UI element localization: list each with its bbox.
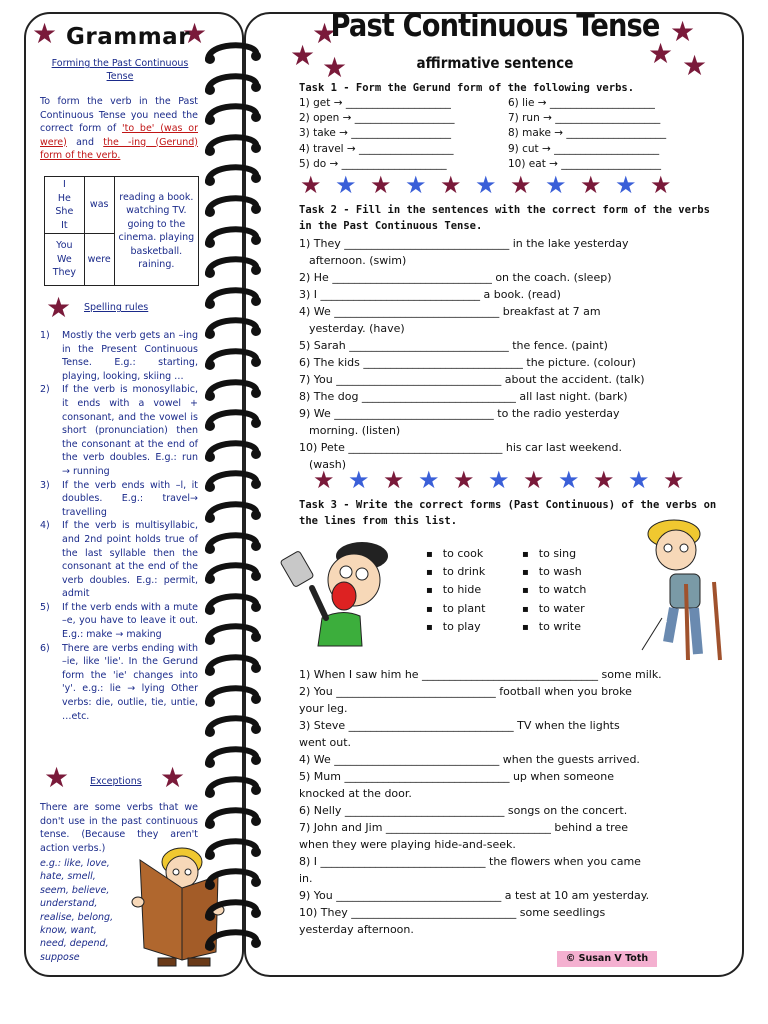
star-icon: ★ — [558, 466, 580, 494]
page-subtitle: affirmative sentence — [416, 54, 574, 72]
spiral-ring — [200, 711, 270, 739]
spiral-ring — [200, 191, 270, 219]
star-icon: ★ — [523, 466, 545, 494]
examples-cell: reading a book. watching TV. going to the cinema. playing basketball. raining. — [114, 177, 198, 286]
rule-number: 1) — [40, 330, 50, 341]
spiral-ring — [200, 38, 270, 66]
subjects-were: You We They — [45, 234, 85, 286]
spelling-rule — [40, 601, 198, 642]
spiral-ring — [200, 344, 270, 372]
task3-sentence: your leg. — [299, 702, 348, 715]
gerund-exercise-item: 8) make → ___________________ — [508, 127, 667, 140]
spiral-ring — [200, 681, 270, 709]
task3-sentence: in. — [299, 872, 313, 885]
task2-sentence: 3) I _____________________________ a book. (read) — [299, 288, 561, 301]
spiral-ring — [200, 99, 270, 127]
spiral-ring — [200, 834, 270, 862]
spiral-ring — [200, 222, 270, 250]
spiral-ring — [200, 375, 270, 403]
spiral-ring — [200, 619, 270, 647]
star-icon: ★ — [663, 466, 685, 494]
verb-list-2 — [522, 545, 586, 636]
spiral-ring — [200, 436, 270, 464]
task3-sentence: 5) Mum ______________________________ up when someone — [299, 770, 615, 783]
task3-sentence: 3) Steve ______________________________ TV when the lights — [299, 719, 620, 732]
task2-sentence: 2) He _____________________________ on the coach. (sleep) — [299, 271, 612, 284]
spiral-ring — [200, 283, 270, 311]
forming-subtitle: Forming the Past Continuous Tense — [51, 58, 189, 82]
task3-sentence: 4) We ______________________________ when the guests arrived. — [299, 753, 640, 766]
star-icon: ★ — [580, 171, 602, 199]
task2-sentence: 4) We ______________________________ breakfast at 7 am — [299, 305, 601, 318]
star-icon: ★ — [453, 466, 475, 494]
star-icon: ★ — [628, 466, 650, 494]
verb-option: ▪ to sing — [522, 545, 586, 563]
star-icon: ★ — [160, 761, 186, 794]
intro-text: To form the verb in the Past Continuous Tense you need the correct form of 'to be' (was or were) and the -ing (Gerund) form of the verb. — [40, 96, 198, 161]
verb-option: ▪ to plant — [426, 600, 485, 618]
verb-were: were — [84, 234, 114, 286]
gerund-exercise-item: 1) get → ____________________ — [299, 97, 451, 109]
task2-sentence: 10) Pete ____________________________ his car last weekend. — [299, 441, 622, 454]
star-icon: ★ — [418, 466, 440, 494]
verb-option: ▪ to play — [426, 618, 485, 636]
task3-sentence: when they were playing hide-and-seek. — [299, 838, 516, 851]
spiral-ring — [200, 803, 270, 831]
rule-text: If the verb is multisyllabic, and 2nd point holds true of the last syllable then the consonant at the end of the verb doubles. E.g.: permit, admit — [62, 520, 198, 600]
exceptions-text: There are some verbs that we don't use in the past continuous tense. (Because they aren't action verbs.) — [40, 802, 198, 854]
rule-number: 2) — [40, 384, 50, 396]
verb-option: ▪ to drink — [426, 563, 485, 581]
spiral-ring — [200, 558, 270, 586]
star-icon: ★ — [488, 466, 510, 494]
spiral-ring — [200, 864, 270, 892]
gerund-exercise-item: 7) run → ____________________ — [508, 112, 661, 125]
verb-option: ▪ to wash — [522, 563, 586, 581]
task3-sentence: 6) Nelly _____________________________ songs on the concert. — [299, 804, 628, 817]
spiral-ring — [200, 925, 270, 953]
star-icon: ★ — [322, 51, 348, 84]
star-icon: ★ — [313, 466, 335, 494]
task3-sentence: 8) I ______________________________ the flowers when you came — [299, 855, 641, 868]
rule-number: 4) — [40, 520, 50, 532]
star-icon: ★ — [348, 466, 370, 494]
spiral-ring — [200, 252, 270, 280]
spiral-ring — [200, 160, 270, 188]
verb-option: ▪ to cook — [426, 545, 485, 563]
boy-crutches-illustration — [636, 514, 736, 664]
spelling-rule — [40, 519, 198, 601]
task3-sentence: went out. — [299, 736, 352, 749]
task2-sentence: yesterday. (have) — [309, 322, 405, 335]
task3-sentence: 2) You _____________________________ football when you broke — [299, 685, 632, 698]
task2-sentences — [299, 235, 721, 473]
task2-sentence: 9) We _____________________________ to the radio yesterday — [299, 407, 620, 420]
task2-sentence: 6) The kids _____________________________ the picture. (colour) — [299, 356, 636, 369]
task2-heading: Task 2 - Fill in the sentences with the correct form of the verbs in the Past Continuous Tense. — [299, 204, 710, 232]
star-icon: ★ — [300, 171, 322, 199]
verb-option: ▪ to water — [522, 600, 586, 618]
verb-was: was — [84, 177, 114, 234]
task2-sentence: afternoon. (swim) — [309, 254, 407, 267]
spiral-ring — [200, 130, 270, 158]
rule-text: If the verb is monosyllabic, it ends with a vowel + consonant, and the vowel is short (pronunciation) then the consonant at the end of the verb doubles. E.g.: run → running — [62, 384, 198, 477]
task1-column-1 — [299, 96, 455, 172]
rule-number: 5) — [40, 601, 50, 613]
star-icon: ★ — [475, 171, 497, 199]
rule-number: 3) — [40, 479, 50, 491]
rule-text: If the verb ends with a mute –e, you have to leave it out. E.g.: make → making — [62, 601, 198, 641]
rule-text: There are verbs ending with –ie, like 'lie'. In the Gerund form the 'ie' changes into 'y'. e.g.: lie → lying Other verbs: die, outlie, tie, untie, …etc. — [62, 642, 198, 722]
star-icon: ★ — [682, 49, 708, 82]
copyright-credit: © Susan V Toth — [557, 951, 657, 967]
rule-text: Mostly the verb gets an –ing in the Present Continuous Tense. E.g.: starting, playing, looking, skiing … — [62, 330, 198, 382]
star-icon: ★ — [312, 17, 338, 50]
gerund-exercise-item: 5) do → ____________________ — [299, 157, 447, 170]
task3-sentence: yesterday afternoon. — [299, 923, 414, 936]
boy-drinking-illustration — [282, 528, 402, 648]
exceptions-verbs: e.g.: like, love, hate, smell, seem, believe, understand, realise, belong, know, want, need, depend, suppose — [40, 858, 114, 963]
task3-sentence: 1) When I saw him he ________________________________ some milk. — [299, 668, 662, 681]
gerund-exercise-item: 2) open → ___________________ — [299, 112, 455, 125]
star-icon: ★ — [46, 291, 72, 324]
subjects-was: I He She It — [45, 177, 85, 234]
task3-sentence: 10) They ______________________________ some seedlings — [299, 906, 606, 919]
spiral-ring — [200, 528, 270, 556]
verb-option: ▪ to write — [522, 618, 586, 636]
verb-option: ▪ to watch — [522, 581, 586, 599]
star-icon: ★ — [335, 171, 357, 199]
task3-heading: Task 3 - Write the correct forms (Past Continuous) of the verbs on the lines from this list. — [299, 499, 717, 527]
star-icon: ★ — [383, 466, 405, 494]
task3-sentence: 7) John and Jim ______________________________ behind a tree — [299, 821, 628, 834]
star-icon: ★ — [670, 15, 696, 48]
rule-number: 6) — [40, 642, 50, 654]
gerund-exercise-item: 6) lie → ____________________ — [508, 97, 655, 109]
star-icon: ★ — [290, 39, 316, 72]
spiral-ring — [200, 772, 270, 800]
star-icon: ★ — [615, 171, 637, 199]
task2-sentence: 5) Sarah _____________________________ the fence. (paint) — [299, 339, 608, 352]
task3-sentences — [299, 666, 721, 938]
star-icon: ★ — [510, 171, 532, 199]
task2-sentence: 7) You ______________________________ about the accident. (talk) — [299, 373, 645, 386]
spiral-ring — [200, 742, 270, 770]
rule-text: If the verb ends with –l, it doubles. E.g.: travel→ travelling — [62, 479, 198, 518]
spelling-rule — [40, 329, 198, 383]
star-icon: ★ — [440, 171, 462, 199]
spiral-ring — [200, 466, 270, 494]
task2-sentence: 8) The dog ____________________________ all last night. (bark) — [299, 390, 628, 403]
verb-list-1 — [426, 545, 485, 636]
task2-sentence: (wash) — [309, 458, 347, 471]
star-icon: ★ — [648, 37, 674, 70]
star-icon: ★ — [593, 466, 615, 494]
spiral-ring — [200, 589, 270, 617]
gerund-exercise-item: 10) eat → ___________________ — [508, 157, 662, 170]
spelling-rule — [40, 642, 198, 724]
star-icon: ★ — [182, 17, 208, 50]
star-icon: ★ — [32, 17, 58, 50]
gerund-exercise-item: 4) travel → __________________ — [299, 142, 454, 155]
star-icon: ★ — [44, 761, 70, 794]
star-icon: ★ — [545, 171, 567, 199]
spiral-ring — [200, 650, 270, 678]
star-icon: ★ — [405, 171, 427, 199]
verb-option: ▪ to hide — [426, 581, 485, 599]
page-title: Past Continuous Tense — [330, 8, 660, 44]
forms-table — [44, 176, 199, 286]
spelling-rule — [40, 383, 198, 478]
spiral-ring — [200, 895, 270, 923]
spelling-rules-list — [40, 329, 198, 723]
spiral-ring — [200, 69, 270, 97]
grammar-title: Grammar — [66, 24, 191, 50]
task1-heading: Task 1 - Form the Gerund form of the following verbs. — [299, 82, 635, 94]
task1-column-2 — [508, 96, 666, 172]
task3-sentence: knocked at the door. — [299, 787, 412, 800]
spiral-ring — [200, 405, 270, 433]
spiral-ring — [200, 313, 270, 341]
spelling-rule — [40, 479, 198, 520]
task2-sentence: 1) They ______________________________ in the lake yesterday — [299, 237, 629, 250]
exceptions-heading: Exceptions — [90, 776, 142, 787]
task2-sentence: morning. (listen) — [309, 424, 401, 437]
spiral-ring — [200, 497, 270, 525]
gerund-exercise-item: 9) cut → ____________________ — [508, 142, 660, 155]
gerund-exercise-item: 3) take → ___________________ — [299, 127, 452, 140]
star-icon: ★ — [370, 171, 392, 199]
spelling-rules-heading: Spelling rules — [84, 302, 149, 313]
task3-sentence: 9) You ______________________________ a test at 10 am yesterday. — [299, 889, 650, 902]
star-icon: ★ — [650, 171, 672, 199]
